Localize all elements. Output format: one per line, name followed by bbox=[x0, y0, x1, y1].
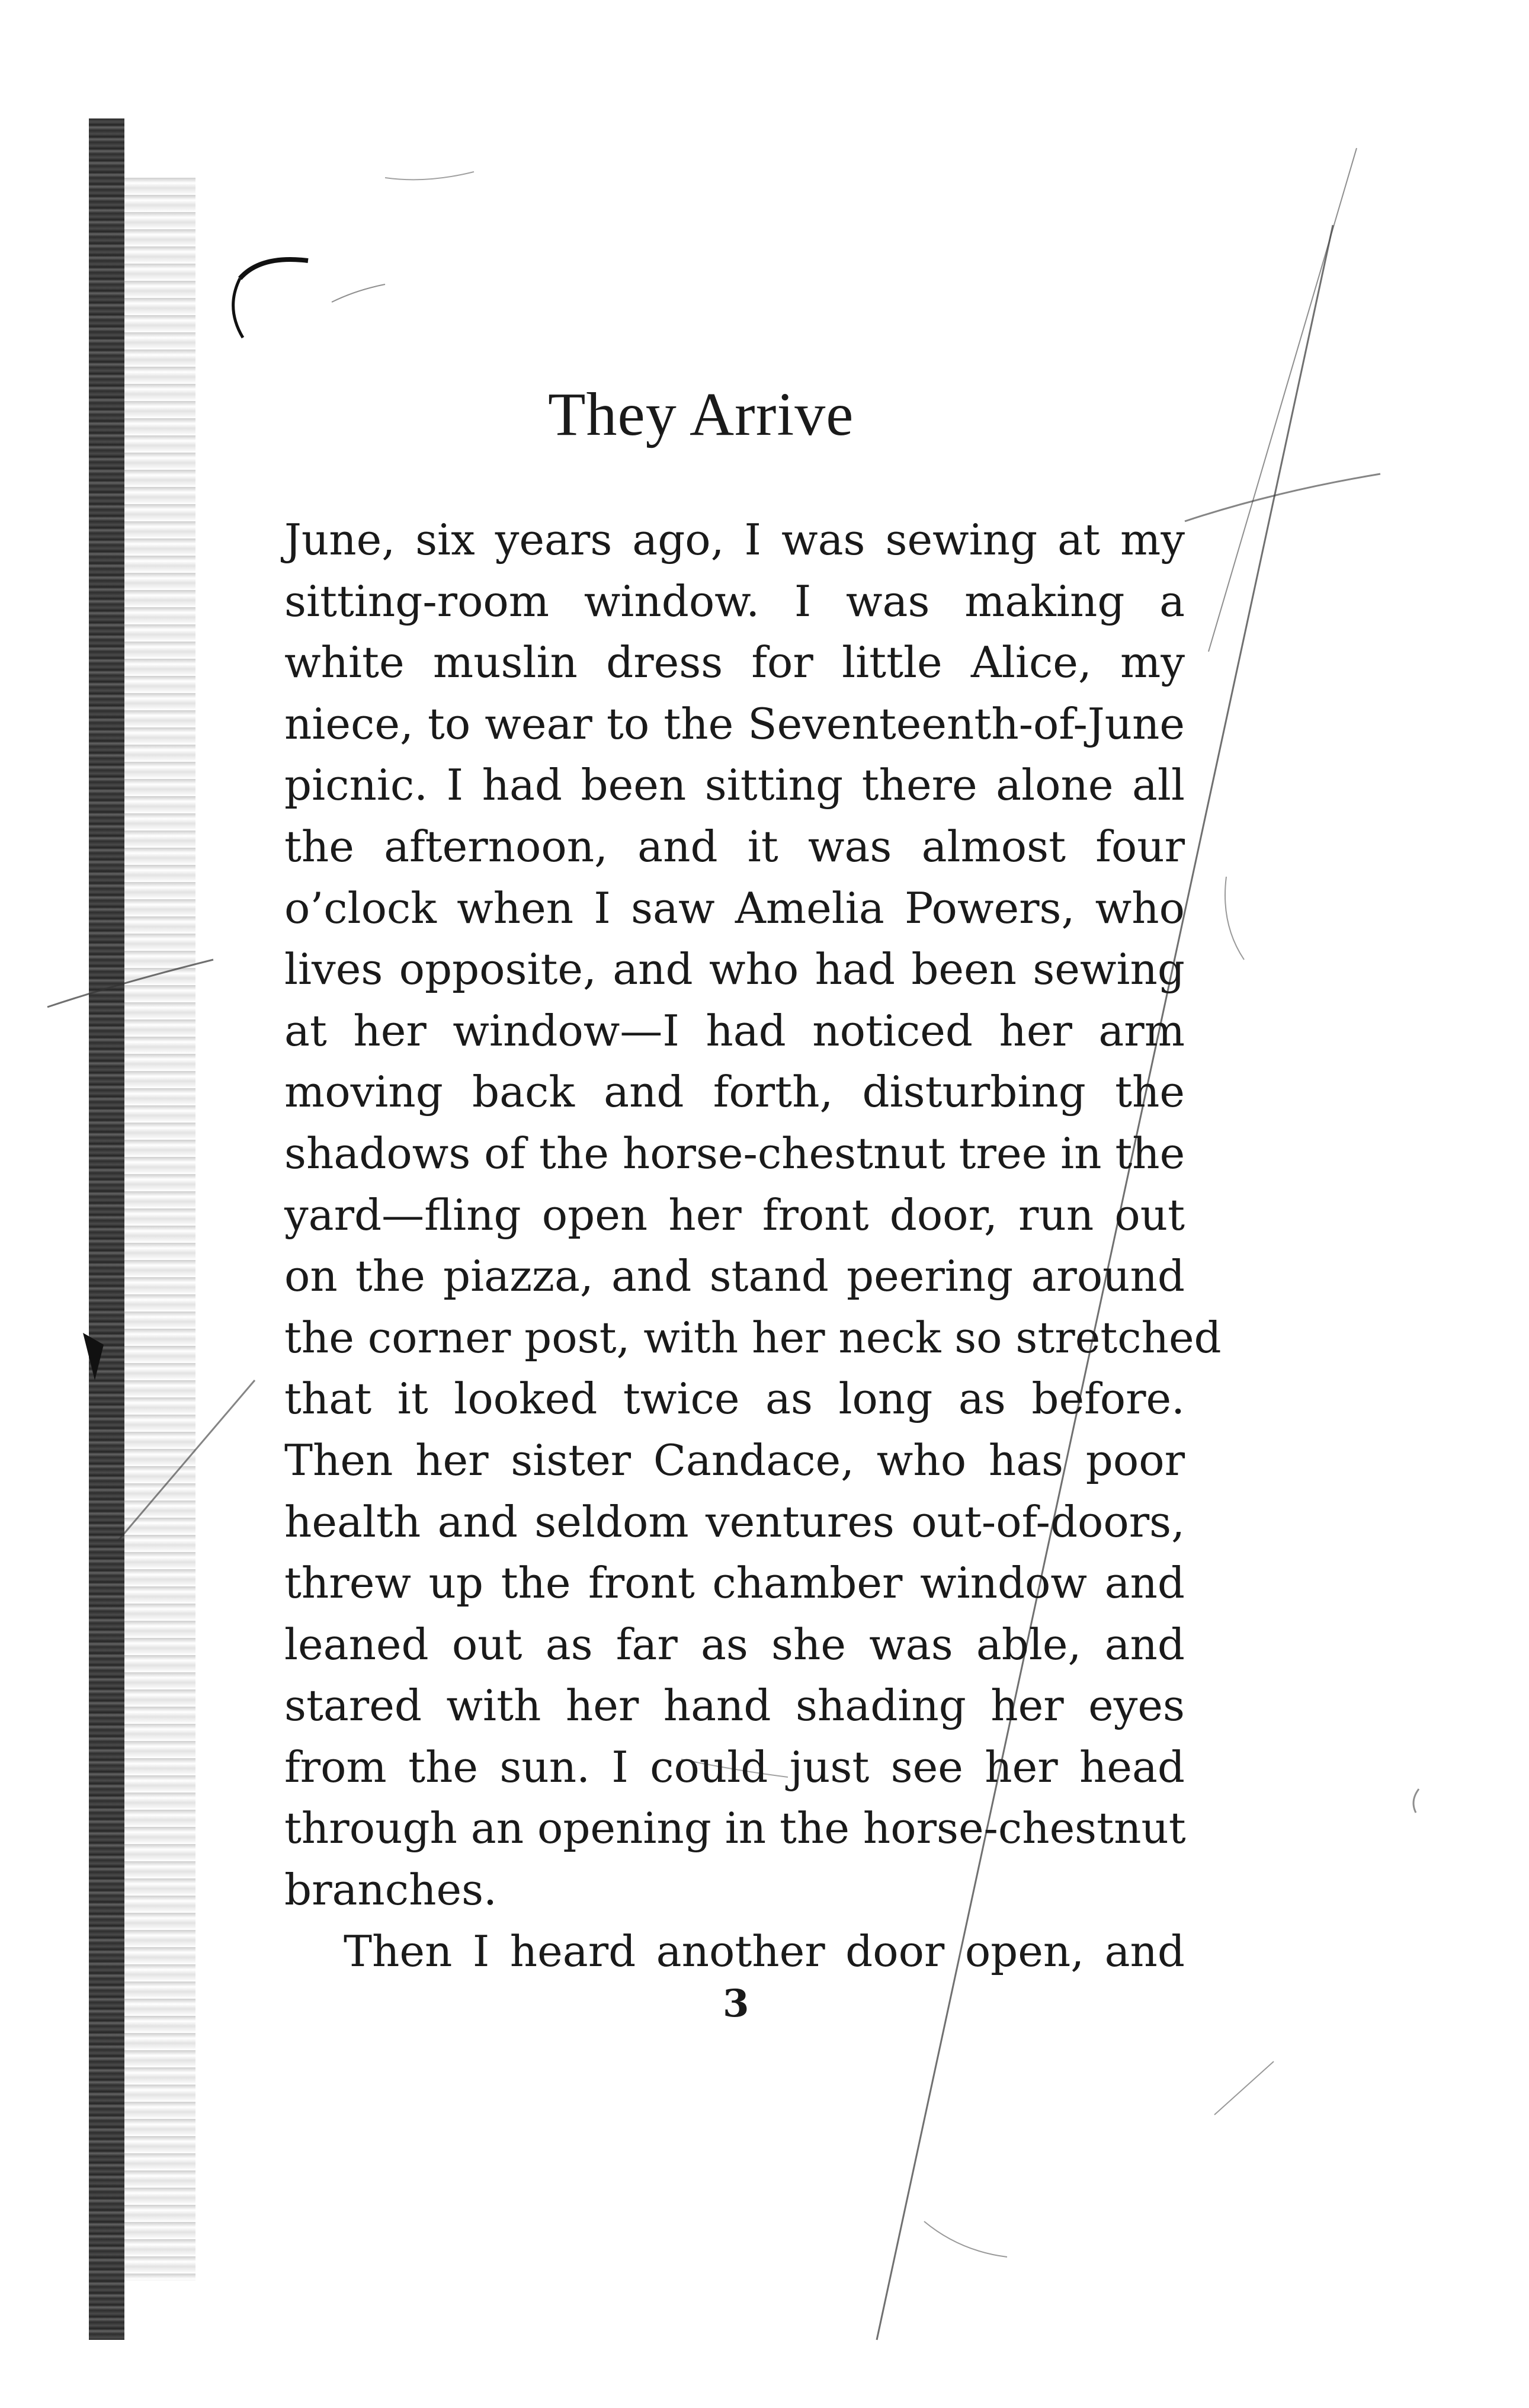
text-line: moving back and forth, disturbing the bbox=[284, 1067, 1185, 1117]
text-line: leaned out as far as she was able, and bbox=[284, 1619, 1185, 1669]
text-line: o’clock when I saw Amelia Powers, who bbox=[284, 883, 1185, 933]
text-line: health and seldom ventures out-of-doors, bbox=[284, 1496, 1185, 1547]
chapter-title-text: They Arrive bbox=[548, 380, 854, 448]
text-line: that it looked twice as long as before. bbox=[284, 1374, 1185, 1424]
text-line: picnic. I had been sitting there alone all bbox=[284, 760, 1185, 810]
text-line: the corner post, with her neck so stretched bbox=[284, 1312, 1222, 1362]
text-line: niece, to wear to the Seventeenth-of-June bbox=[284, 698, 1185, 749]
text-line: on the piazza, and stand peering around bbox=[284, 1251, 1185, 1301]
text-line: sitting-room window. I was making a bbox=[284, 576, 1185, 626]
text-line: stared with her hand shading her eyes bbox=[284, 1681, 1185, 1731]
text-line: from the sun. I could just see her head bbox=[284, 1742, 1185, 1792]
text-line: June, six years ago, I was sewing at my bbox=[284, 515, 1185, 565]
text-line: branches. bbox=[284, 1865, 497, 1915]
text-line: at her window—I had noticed her arm bbox=[284, 1005, 1185, 1056]
text-line: shadows of the horse-chestnut tree in the bbox=[284, 1128, 1185, 1178]
text-line: lives opposite, and who had been sewing bbox=[284, 944, 1185, 995]
text-line: Then I heard another door open, and bbox=[344, 1926, 1185, 1976]
text-line: through an opening in the horse-chestnut bbox=[284, 1803, 1186, 1854]
text-line: yard—fling open her front door, run out bbox=[284, 1189, 1185, 1240]
body-text bbox=[284, 509, 1222, 1982]
text-line: Then her sister Candace, who has poor bbox=[284, 1435, 1185, 1485]
text-line: threw up the front chamber window and bbox=[284, 1558, 1185, 1608]
text-line: the afternoon, and it was almost four bbox=[284, 821, 1185, 871]
text-line: white muslin dress for little Alice, my bbox=[284, 637, 1185, 688]
page-number: 3 bbox=[723, 1981, 749, 2026]
